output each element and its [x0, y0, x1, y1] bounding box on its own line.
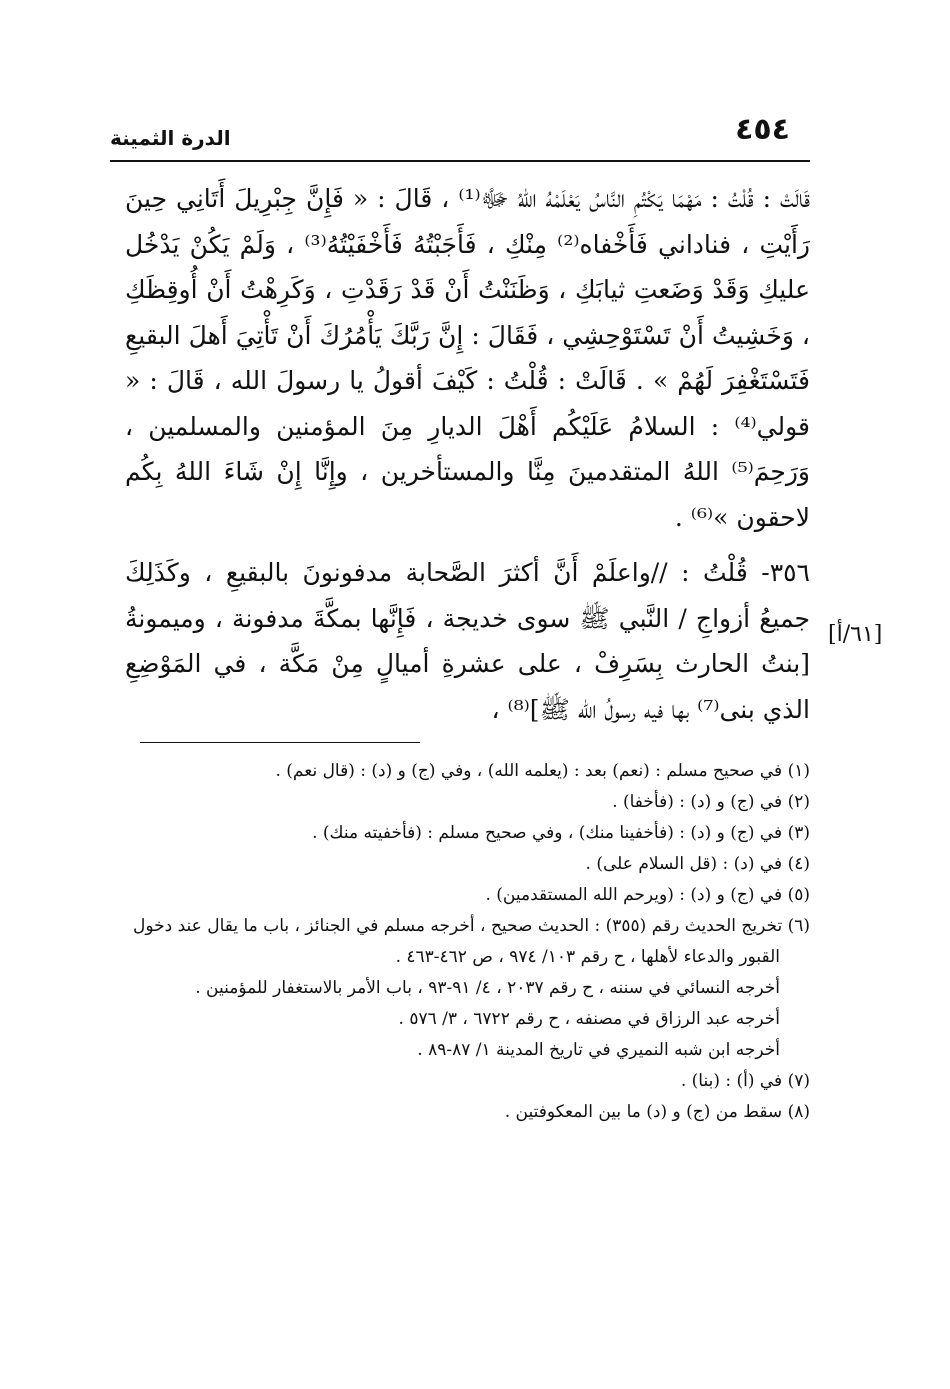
- footnote-1: (١) في صحيح مسلم : (نعم) بعد : (يعلمه الله) ، وفي (ج) و (د) : (قال نعم) .: [275, 761, 810, 781]
- page-number: ٤٥٤: [735, 112, 790, 147]
- footnote-3: (٣) في (ج) و (د) : (فأخفينا منك) ، وفي صحيح مسلم : (فأخفيته منك) .: [312, 823, 810, 843]
- book-title: الدرة الثمينة: [110, 126, 231, 150]
- footnote-4: (٤) في (د) : (قل السلام على) .: [585, 854, 810, 874]
- footnote-6-ibn-shabba: أخرجه ابن شبه النميري في تاريخ المدينة ١/ ٨٧-٨٩ .: [417, 1040, 780, 1060]
- footnote-2: (٢) في (ج) و (د) : (فأخفا) .: [612, 792, 810, 812]
- footnote-6: (٦) تخريج الحديث رقم (٣٥٥) : الحديث صحيح ، أخرجه مسلم في الجنائز ، باب ما يقال عند دخول: [133, 916, 810, 936]
- main-text: [125, 176, 810, 732]
- footnote-6-abdulrazzaq: أخرجه عبد الرزاق في مصنفه ، ح رقم ٦٧٢٢ ، ٣/ ٥٧٦ .: [398, 1009, 780, 1029]
- footnote-5: (٥) في (ج) و (د) : (ويرحم الله المستقدمين) .: [485, 885, 810, 905]
- page-header: [110, 108, 810, 158]
- footnote-6-nasai: أخرجه النسائي في سننه ، ح رقم ٢٠٣٧ ، ٤/ ٩١-٩٣ ، باب الأمر بالاستغفار للمؤمنين .: [195, 978, 780, 998]
- section-paragraph: ٣٥٦- قُلْتُ : //واعلَمْ أَنَّ أكثرَ الصَّحابة مدفونونَ بالبقيعِ ، وكَذَلِكَ جميعُ أزواجِ / النَّبي ﷺ سوى خديجة ، فَإِنَّها بمكَّةَ مدفونة ، وميمونةُ [بنتُ الحارث بِسَرِفْ ، على عشرةِ أميالٍ مِنْ مَكَّة ، في المَوْضِعِ الذي بنى⁽⁷⁾ بها فيه رسولُ الله ﷺ]⁽⁸⁾ ،: [125, 558, 810, 724]
- footnote-7: (٧) في (أ) : (بنا) .: [680, 1071, 810, 1091]
- footnote-6-continuation: القبور والدعاء لأهلها ، ح رقم ١٠٣/ ٩٧٤ ، ص ٤٦٢-٤٦٣ .: [395, 947, 780, 967]
- footnote-8: (٨) سقط من (ج) و (د) ما بين المعكوفتين .: [504, 1102, 810, 1122]
- footnote-rule: [140, 742, 420, 743]
- footnotes: [130, 756, 810, 1128]
- manuscript-folio-reference: [٦١/أ]: [828, 622, 883, 647]
- hadith-paragraph: قَالَتْ : قُلْتُ : مَهْمَا يَكْتُمِ النَّاسُ يَعْلَمْهُ اللهُ ﷻ⁽¹⁾ ، قَالَ : « فَإِنَّ جِبْرِيلَ أَتَانِي حِينَ رَأَيْتِ ، فناداني فَأَخْفاه⁽²⁾ مِنْكِ ، فَأَجَبْتُهُ فَأَخْفَيْتُهُ⁽³⁾ ، وَلَمْ يَكُنْ يَدْخُل عليكِ وَقَدْ وَضَعتِ ثيابَكِ ، وَظَنَنْتُ أَنْ قَدْ رَقَدْتِ ، وَكَرِهْتُ أَنْ أُوقِظَكِ ، وَخَشِيتُ أَنْ تَسْتَوْحِشِي ، فَقَالَ : إِنَّ رَبَّكَ يَأْمُرُكَ أَنْ تَأْتِيَ أَهلَ البقيعِ فَتَسْتَغْفِرَ لَهُمْ » . قَالَتْ : قُلْتُ : كَيْفَ أقولُ يا رسولَ الله ، قَالَ : « قولي⁽⁴⁾ : السلامُ عَلَيْكُم أَهْلَ الديارِ مِنَ المؤمنين والمسلمين ، وَرَحِمَ⁽⁵⁾ اللهُ المتقدمينَ مِنَّا والمستأخرين ، وإِنَّا إِنْ شَاءَ اللهُ بِكُم لاحقون »⁽⁶⁾ .: [125, 184, 810, 532]
- header-rule: [110, 160, 810, 162]
